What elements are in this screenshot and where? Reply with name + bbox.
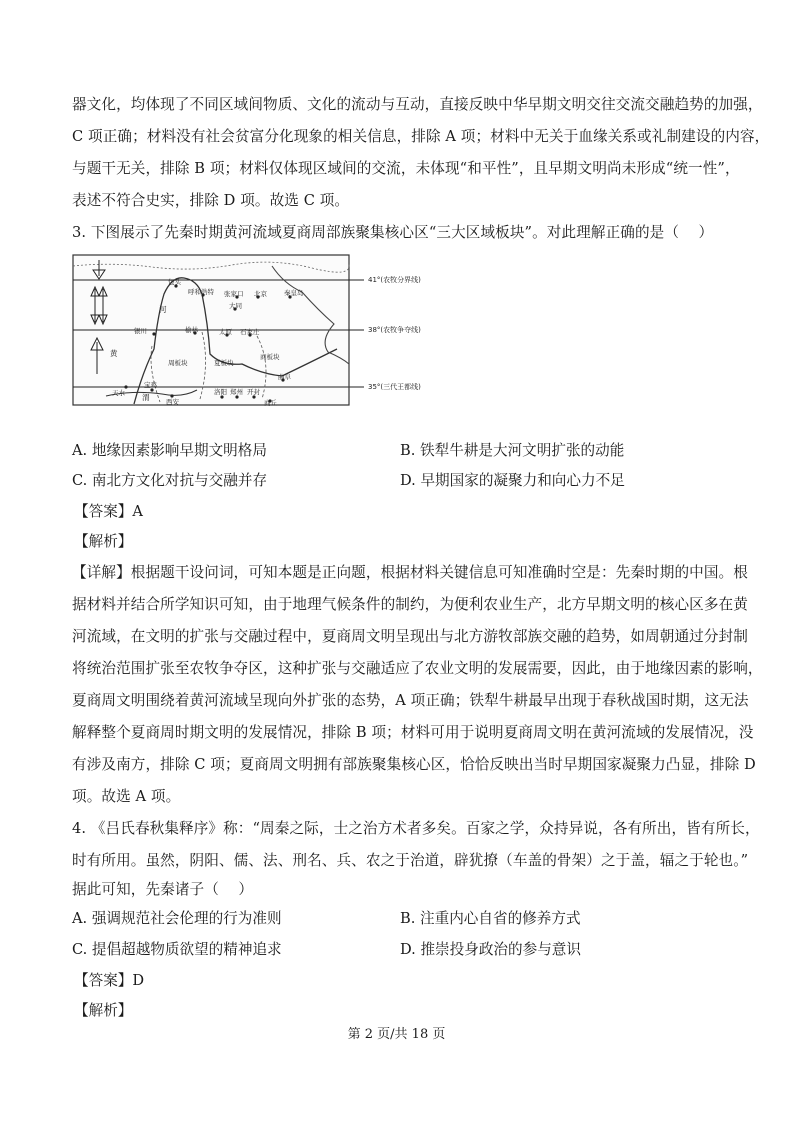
q4-option-b: B. 注重内心自省的修养方式 <box>400 910 581 927</box>
q3-answer-row <box>74 502 143 522</box>
place-baoji: 宝鸡 <box>144 381 157 389</box>
q3-detail-3: 河流域，在文明的扩张与交融过程中，夏商周文明呈现出与北方游牧部族交融的趋势，如周朝通过分封制 <box>72 628 748 645</box>
q3-detail-5: 夏商周文明围绕着黄河流域呈现向外扩张的态势，A 项正确；铁犁牛耕最早出现于春秋战国时期，这无法 <box>72 692 749 709</box>
q4-answer-row <box>74 971 144 991</box>
q3-detail-1: 【详解】根据题干设问词，可知本题是正向题，根据材料关键信息可知准确时空是：先秦时期的中国。根 <box>72 564 748 581</box>
place-shangqiu: 商丘 <box>264 399 277 406</box>
q3-option-b: B. 铁犁牛耕是大河文明扩张的动能 <box>400 442 625 459</box>
place-shijiazhuang: 石家庄 <box>240 328 260 336</box>
place-kaifeng: 开封 <box>247 388 260 396</box>
lat-41-label: 41°(农牧分界线) <box>368 276 421 284</box>
place-huang: 黄 <box>110 349 118 358</box>
place-tianshui: 天水 <box>112 389 125 397</box>
intro-line-3: 与题干无关，排除 B 项；材料仅体现区域间的交流，未体现“和平性”，且早期文明尚未形成“统一性”， <box>72 160 740 177</box>
place-xia-plate: 夏板块 <box>214 359 234 367</box>
place-qinhuangdao: 秦皇岛 <box>284 289 304 297</box>
place-luoyang: 洛阳 <box>214 388 227 396</box>
q4-answer-label: 【答案】 <box>74 972 133 989</box>
yellow-river-map <box>72 254 452 406</box>
q3-detail-4: 将统治范围扩张至农牧争夺区，这种扩张与交融适应了农业文明的发展需要，因此，由于地缘因素的影响， <box>72 660 763 677</box>
place-hohhot: 呼和浩特 <box>188 288 214 296</box>
intro-line-1: 器文化，均体现了不同区域间物质、文化的流动与互动，直接反映中华早期文明交往交流交融趋势的加强， <box>72 96 763 113</box>
q3-option-a: A. 地缘因素影响早期文明格局 <box>72 442 267 459</box>
place-xian: 西安 <box>166 398 179 406</box>
q4-stem-3: 据此可知，先秦诸子（ ） <box>72 881 254 898</box>
q4-stem-1: 4. 《吕氏春秋集释序》称：“周秦之际，士之治方术者多矣。百家之学，众持异说，各有所出，皆有所长， <box>72 820 760 837</box>
q4-analysis-label: 【解析】 <box>74 1002 133 1019</box>
q3-detail-6: 解释整个夏商周时期文明的发展情况，排除 B 项；材料可用于说明夏商周文明在黄河流域的发展情况，没 <box>72 724 754 741</box>
place-yulin: 榆林 <box>185 326 198 334</box>
place-taiyuan: 太原 <box>219 328 232 336</box>
intro-line-2: C 项正确；材料没有社会贫富分化现象的相关信息，排除 A 项；材料中无关于血缘关系或礼制建设的内容， <box>72 128 770 145</box>
place-shang-plate: 商板块 <box>260 353 280 361</box>
place-yinchuan: 银川 <box>134 327 147 335</box>
q4-option-a: A. 强调规范社会伦理的行为准则 <box>72 910 282 927</box>
place-baotou: 包头 <box>168 278 181 286</box>
q3-answer-label: 【答案】 <box>74 503 133 520</box>
q3-analysis-label: 【解析】 <box>74 533 133 550</box>
q3-answer-value: A <box>132 503 143 520</box>
intro-line-4: 表述不符合史实，排除 D 项。故选 C 项。 <box>72 192 350 209</box>
q3-detail-7: 有涉及南方，排除 C 项；夏商周文明拥有部族聚集核心区，恰恰反映出当时早期国家凝聚力凸显，排除 D <box>72 756 756 773</box>
page-footer: 第 2 页/共 18 页 <box>347 1027 446 1042</box>
place-zhengzhou: 郑州 <box>230 388 243 396</box>
q4-option-c: C. 提倡超越物质欲望的精神追求 <box>72 941 282 958</box>
q4-stem-2: 时有所用。虽然，阴阳、儒、法、刑名、兵、农之于治道，辟犹撩（车盖的骨架）之于盖，辐之于轮也。” <box>72 852 749 869</box>
place-he: 河 <box>159 305 167 314</box>
lat-35-label: 35°(三代王都线) <box>368 383 421 391</box>
q3-stem: 3. 下图展示了先秦时期黄河流域夏商周部族聚集核心区“三大区域板块”。对此理解正确的是（ ） <box>72 224 714 241</box>
q3-detail-8: 项。故选 A 项。 <box>72 788 181 805</box>
q3-option-d: D. 早期国家的凝聚力和向心力不足 <box>400 472 625 489</box>
place-beijing: 北京 <box>254 290 267 298</box>
q3-detail-2: 据材料并结合所学知识可知，由于地理气候条件的制约，为便利农业生产，北方早期文明的核心区多在黄 <box>72 596 748 613</box>
place-qufu: 曲阜 <box>278 373 291 381</box>
place-datong: 大同 <box>229 302 242 310</box>
q4-answer-value: D <box>132 972 145 989</box>
q3-option-c: C. 南北方文化对抗与交融并存 <box>72 472 268 489</box>
place-wei: 渭 <box>142 393 150 402</box>
lat-38-label: 38°(农牧争夺线) <box>368 326 421 334</box>
place-zhangjiakou: 张家口 <box>224 290 244 298</box>
q4-option-d: D. 推崇投身政治的参与意识 <box>400 941 581 958</box>
place-zhou-plate: 周板块 <box>168 359 188 367</box>
